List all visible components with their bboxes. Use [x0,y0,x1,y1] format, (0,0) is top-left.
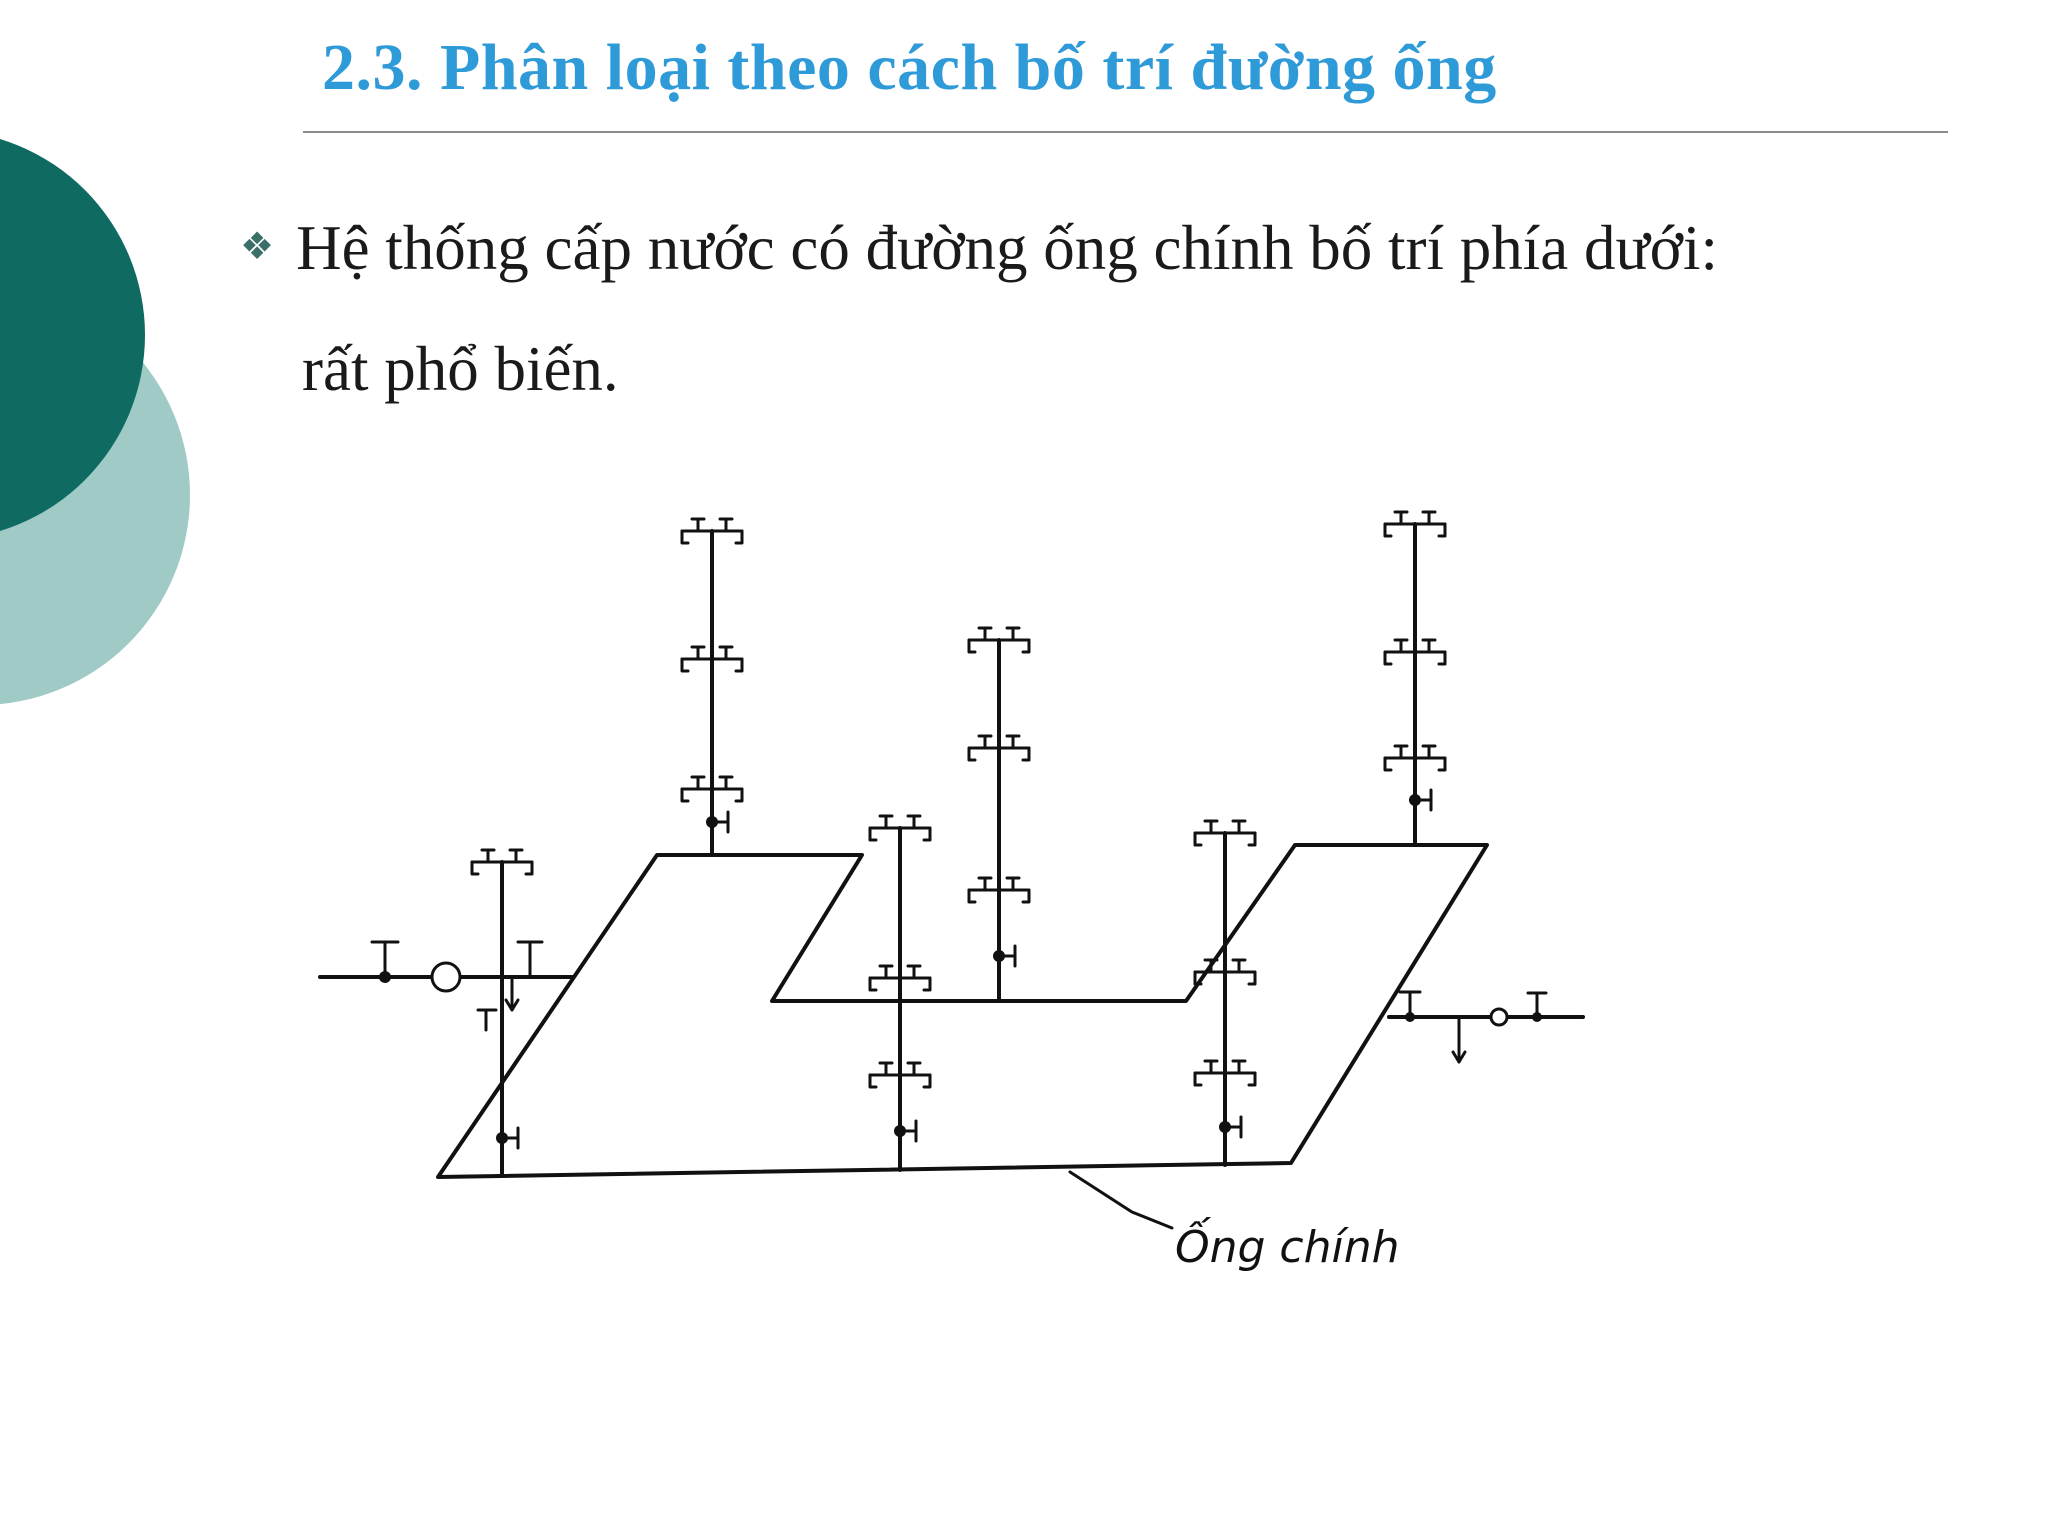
bullet-text: Hệ thống cấp nước có đường ống chính bố trí phía dưới: [296,213,1718,283]
main-pipe [438,845,1487,1177]
riser-3 [870,816,930,1170]
riser-2 [682,519,742,855]
bullet-item [240,212,1718,285]
slide-title: 2.3. Phân loại theo cách bố trí đường ống [322,31,1497,104]
riser-6 [1385,512,1445,845]
riser-5 [1195,821,1255,1165]
title-divider [303,131,1948,133]
main-pipe-label: Ống chính [1175,1222,1400,1273]
bullet-continuation: rất phổ biến. [302,334,619,404]
right-outlet [1389,992,1583,1062]
caption-leader [1070,1172,1172,1228]
left-inlet [320,942,572,1030]
riser-4 [969,628,1029,1001]
pipe-system-diagram [300,490,1600,1290]
diamond-bullet-icon: ❖ [240,226,275,268]
riser-1 [472,850,532,1176]
decorative-circles [0,0,260,860]
